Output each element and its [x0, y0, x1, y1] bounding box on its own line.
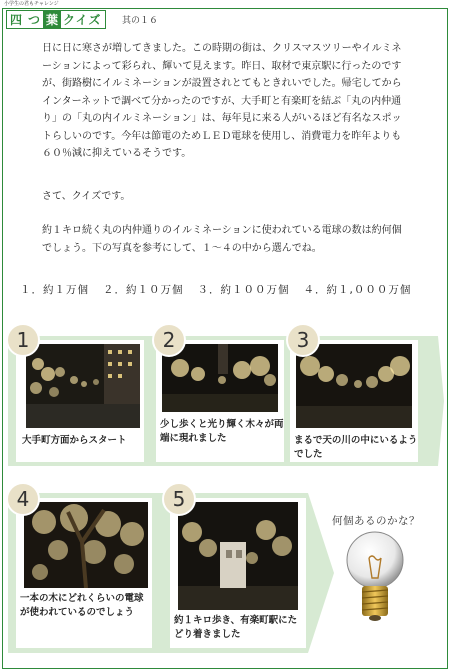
light-bulb-icon — [338, 528, 412, 628]
caption-4: 一本の木にどれくらいの電球が使われているのでしょう — [20, 593, 144, 618]
title-char-2: つ — [28, 13, 41, 27]
photo-2 — [162, 344, 278, 412]
photo-4 — [24, 502, 148, 588]
step-number-2: 2 — [152, 323, 186, 357]
title-word: クイズ — [63, 13, 102, 27]
bulb-question: 何個あるのかな？ — [332, 515, 420, 527]
step-number-4: 4 — [6, 482, 40, 516]
caption-5: 約１キロ歩き、有楽町駅にたどり着きました — [174, 615, 298, 640]
step-number-5: 5 — [162, 482, 196, 516]
photo-5 — [178, 502, 298, 610]
photo-3 — [296, 344, 412, 428]
option-2[interactable]: ２．約１０万個 — [103, 284, 184, 296]
photo-1 — [26, 344, 140, 428]
step-number-3: 3 — [286, 323, 320, 357]
tagline: 小学生の君もチャレンジ — [4, 1, 59, 7]
header-rule — [2, 8, 448, 9]
title-char-3: 葉 — [43, 11, 61, 28]
caption-2: 少し歩くと光り輝く木々が両端に現れました — [160, 419, 284, 444]
step-number-1: 1 — [6, 323, 40, 357]
title-char-1: 四 — [10, 13, 23, 27]
option-3[interactable]: ３．約１００万個 — [197, 284, 290, 296]
caption-3: まるで天の川の中にいるようでした — [294, 435, 418, 460]
quiz-question: 約１キロ続く丸の内仲通りのイルミネーションに使われている電球の数は約何個でしょう。下の写真を参考にして、１～４の中から選んでね。 — [42, 225, 402, 254]
caption-1: 大手町方面からスタート — [22, 435, 127, 446]
row-2-arrow — [308, 493, 334, 653]
quiz-lead: さて、クイズです。 — [42, 191, 131, 202]
option-4[interactable]: ４．約１,０００万個 — [303, 284, 412, 296]
intro-paragraph: 日に日に寒さが増してきました。この時期の街は、クリスマスツリーやイルミネーションによって彩られ、輝いて見えます。昨日、取材で東京駅に行ったのですが、街路樹にイルミネーションが設置されとてもときれいでした。帰宅してからインターネットで調べて分かったのですが、大手町と有楽町を結ぶ「丸の内仲通り」の「丸の内イルミネーション」は、毎年見に来る人がいるほど有名なスポットらしいのです。今年は節電のためＬＥＤ電球を使用し、消費電力を昨年よりも６０％減に抑えているそうです。 — [42, 43, 402, 159]
option-1[interactable]: １．約１万個 — [20, 284, 89, 296]
issue-number: 其の１６ — [122, 16, 159, 26]
row-1-arrow — [438, 336, 444, 466]
quiz-title — [6, 10, 106, 29]
answer-options — [20, 282, 440, 297]
